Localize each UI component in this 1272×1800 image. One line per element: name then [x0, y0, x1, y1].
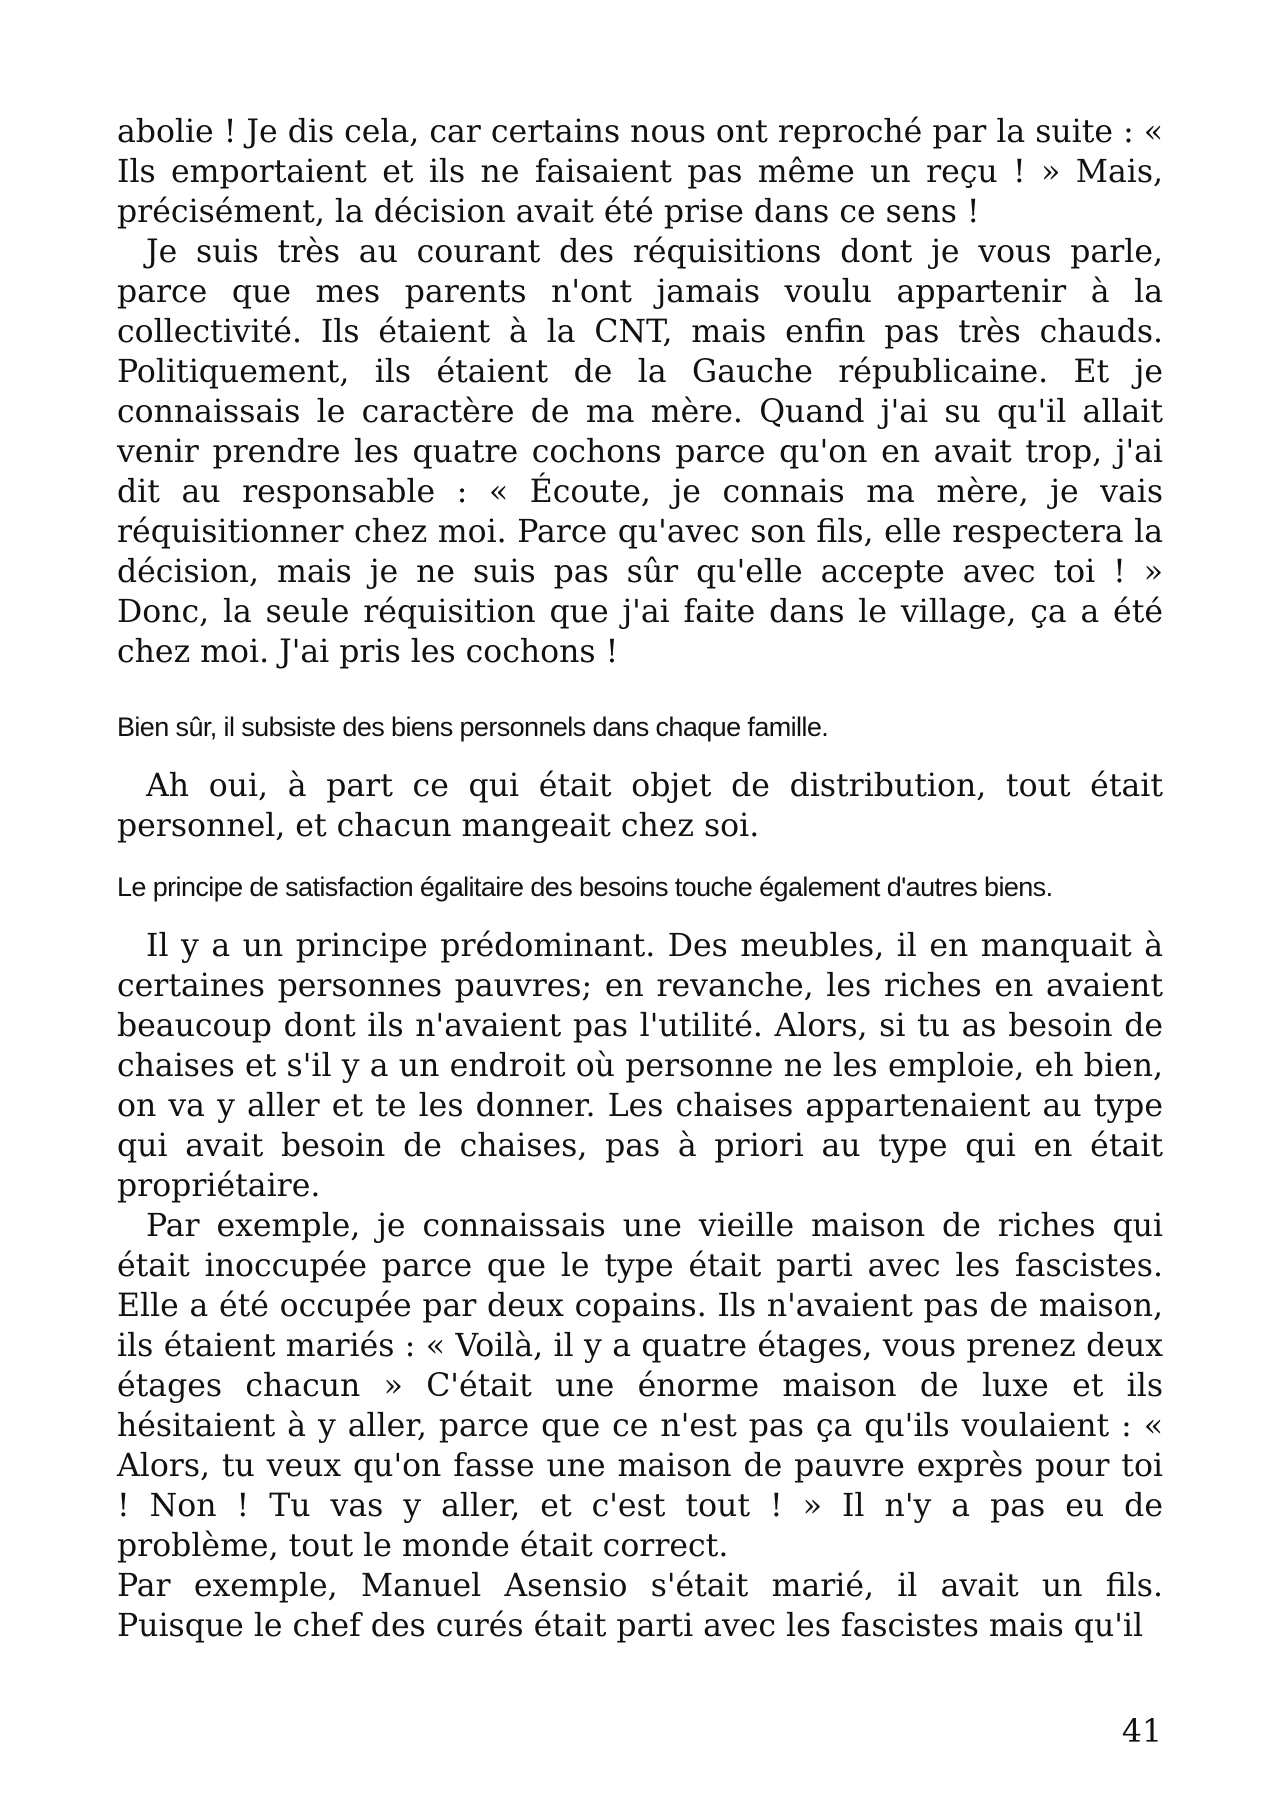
page-body — [117, 112, 1163, 1646]
interview-question: Le principe de satisfaction égalitaire des besoins touche également d'autres biens. — [117, 872, 1053, 902]
paragraph: Ah oui, à part ce qui était objet de distribution, tout était personnel, et chacun mangeait chez soi. — [117, 768, 1163, 844]
paragraph: Par exemple, Manuel Asensio s'était marié, il avait un fils. Puisque le chef des curés était parti avec les fascistes mais qu'il — [117, 1568, 1163, 1644]
paragraph: abolie ! Je dis cela, car certains nous ont reproché par la suite : « Ils emportaient et ils ne faisaient pas même un reçu ! » Mais, précisément, la décision avait été prise dans ce sens ! — [117, 114, 1163, 230]
page-number: 41 — [1121, 1714, 1162, 1750]
paragraph: Je suis très au courant des réquisitions dont je vous parle, parce que mes parents n'ont jamais voulu appartenir à la collectivité. Ils étaient à la CNT, mais enfin pas très chauds. Politiquement, ils étaient de la Gauche républicaine. Et je connaissais le caractère de ma mère. Quand j'ai su qu'il allait venir prendre les quatre cochons parce qu'on en avait trop, j'ai dit au responsable : « Écoute, je connais ma mère, je vais réquisitionner chez moi. Parce qu'avec son fils, elle respectera la décision, mais je ne suis pas sûr qu'elle accepte avec toi ! » Donc, la seule réquisition que j'ai faite dans le village, ça a été chez moi. J'ai pris les cochons ! — [117, 234, 1163, 670]
paragraph: Il y a un principe prédominant. Des meubles, il en manquait à certaines personnes pauvres; en revanche, les riches en avaient beaucoup dont ils n'avaient pas l'utilité. Alors, si tu as besoin de chaises et s'il y a un endroit où personne ne les emploie, eh bien, on va y aller et te les donner. Les chaises appartenaient au type qui avait besoin de chaises, pas à priori au type qui en était propriétaire. — [117, 928, 1163, 1204]
interview-question: Bien sûr, il subsiste des biens personnels dans chaque famille. — [117, 712, 829, 742]
paragraph: Par exemple, je connaissais une vieille maison de riches qui était inoccupée parce que le type était parti avec les fascistes. Elle a été occupée par deux copains. Ils n'avaient pas de maison, ils étaient mariés : « Voilà, il y a quatre étages, vous prenez deux étages chacun » C'était une énorme maison de luxe et ils hésitaient à y aller, parce que ce n'est pas ça qu'ils voulaient : « Alors, tu veux qu'on fasse une maison de pauvre exprès pour toi ! Non ! Tu vas y aller, et c'est tout ! » Il n'y a pas eu de problème, tout le monde était correct. — [117, 1208, 1163, 1564]
